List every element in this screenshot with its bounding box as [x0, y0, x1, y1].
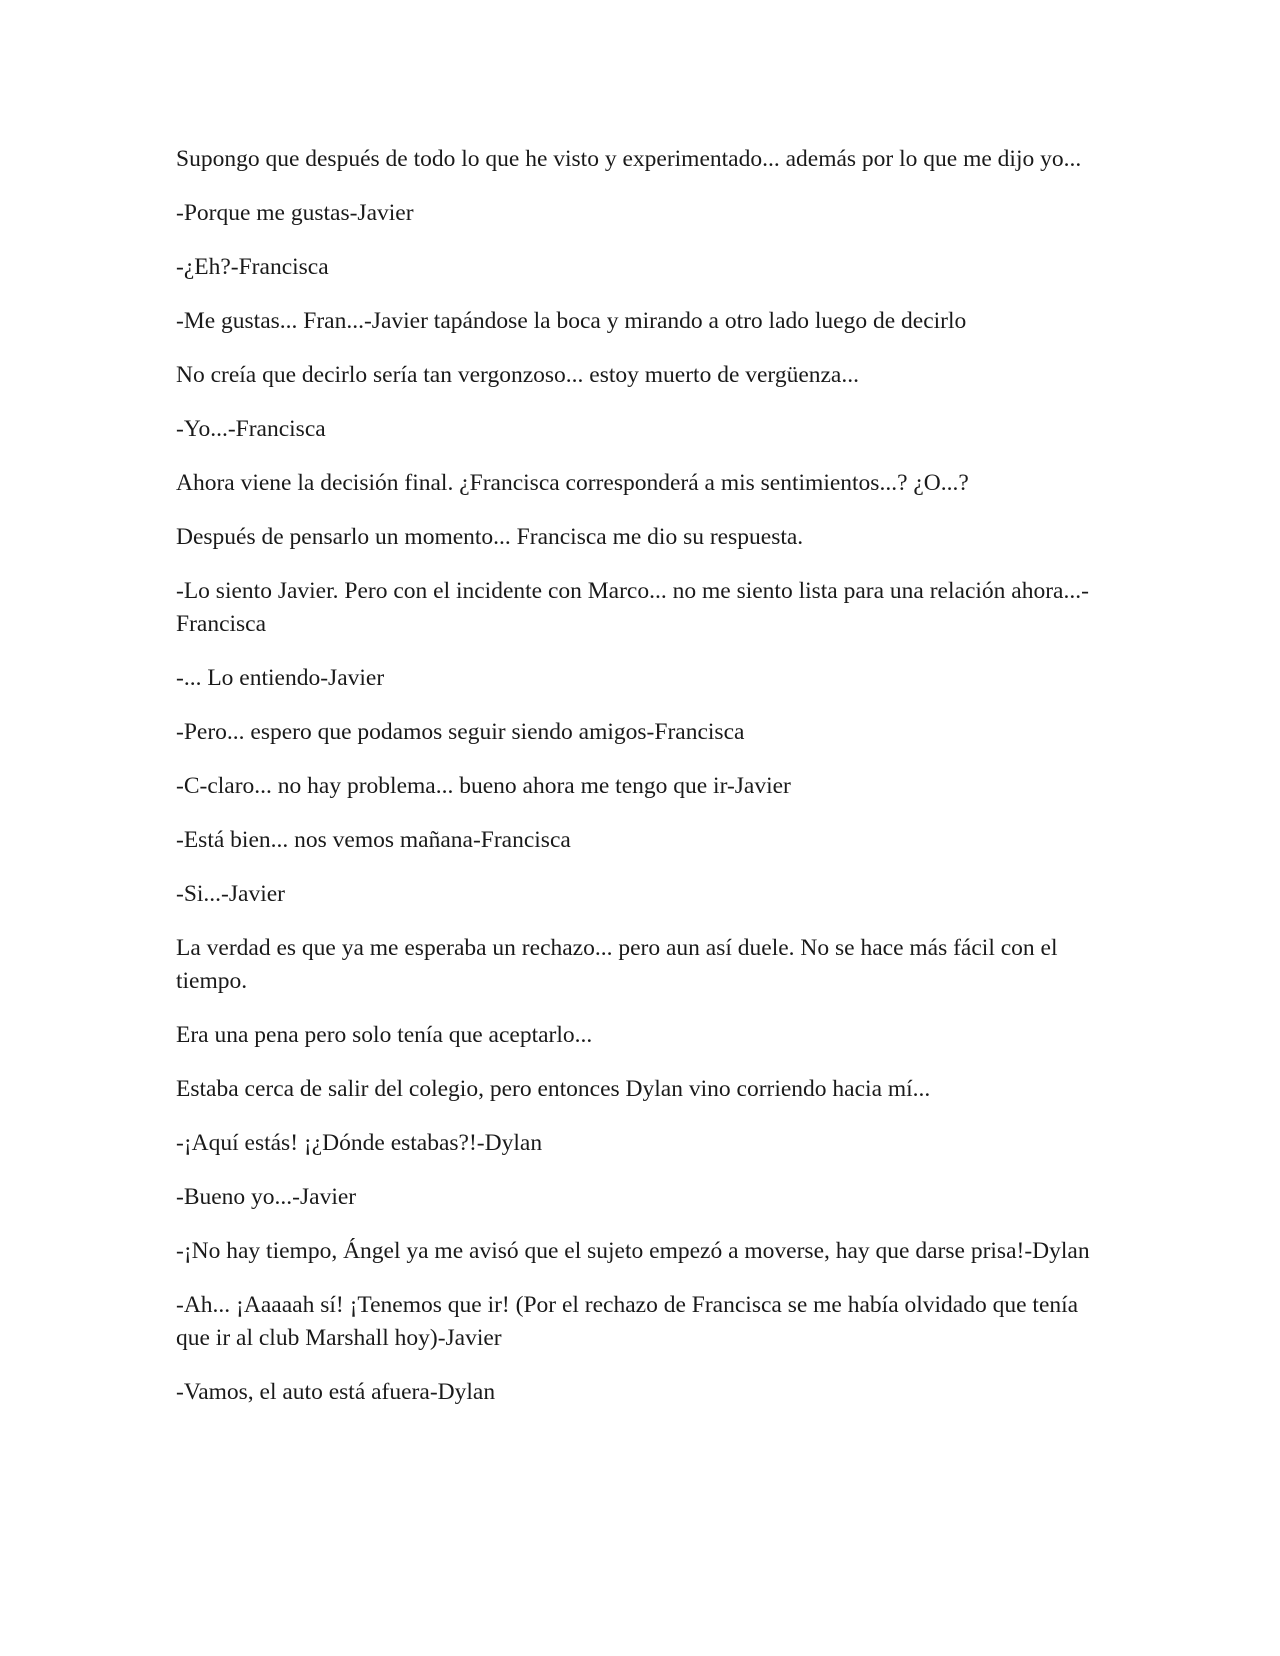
paragraph: -Si...-Javier [176, 881, 285, 907]
paragraph: -Pero... espero que podamos seguir siendo amigos-Francisca [176, 719, 745, 745]
paragraph: -Me gustas... Fran...-Javier tapándose la boca y mirando a otro lado luego de decirlo [176, 308, 967, 334]
paragraph: -Lo siento Javier. Pero con el incidente con Marco... no me siento lista para una relación ahora...-Francisca [176, 578, 1089, 637]
paragraph: -Está bien... nos vemos mañana-Francisca [176, 827, 571, 853]
paragraph: Supongo que después de todo lo que he visto y experimentado... además por lo que me dijo yo... [176, 146, 1082, 172]
paragraph: -... Lo entiendo-Javier [176, 665, 385, 691]
paragraph: -Ah... ¡Aaaaah sí! ¡Tenemos que ir! (Por el rechazo de Francisca se me había olvidado que tenía que ir al club Marshall hoy)-Javier [176, 1292, 1079, 1351]
paragraph: -Vamos, el auto está afuera-Dylan [176, 1379, 496, 1405]
paragraph: -C-claro... no hay problema... bueno ahora me tengo que ir-Javier [176, 773, 791, 799]
paragraph: No creía que decirlo sería tan vergonzoso... estoy muerto de vergüenza... [176, 362, 859, 388]
paragraph: -Bueno yo...-Javier [176, 1184, 357, 1210]
paragraph: -¿Eh?-Francisca [176, 254, 329, 280]
paragraph: Era una pena pero solo tenía que aceptarlo... [176, 1022, 593, 1048]
paragraph: -Yo...-Francisca [176, 416, 326, 442]
paragraph: La verdad es que ya me esperaba un rechazo... pero aun así duele. No se hace más fácil con el tiempo. [176, 935, 1058, 994]
paragraph: -¡Aquí estás! ¡¿Dónde estabas?!-Dylan [176, 1130, 543, 1156]
paragraph: Ahora viene la decisión final. ¿Francisca corresponderá a mis sentimientos...? ¿O...? [176, 470, 969, 496]
paragraph: Estaba cerca de salir del colegio, pero entonces Dylan vino corriendo hacia mí... [176, 1076, 931, 1102]
paragraph: Después de pensarlo un momento... Francisca me dio su respuesta. [176, 524, 804, 550]
paragraph: -Porque me gustas-Javier [176, 200, 414, 226]
paragraph: -¡No hay tiempo, Ángel ya me avisó que el sujeto empezó a moverse, hay que darse prisa!-Dylan [176, 1238, 1090, 1264]
document-body [176, 143, 1096, 1430]
